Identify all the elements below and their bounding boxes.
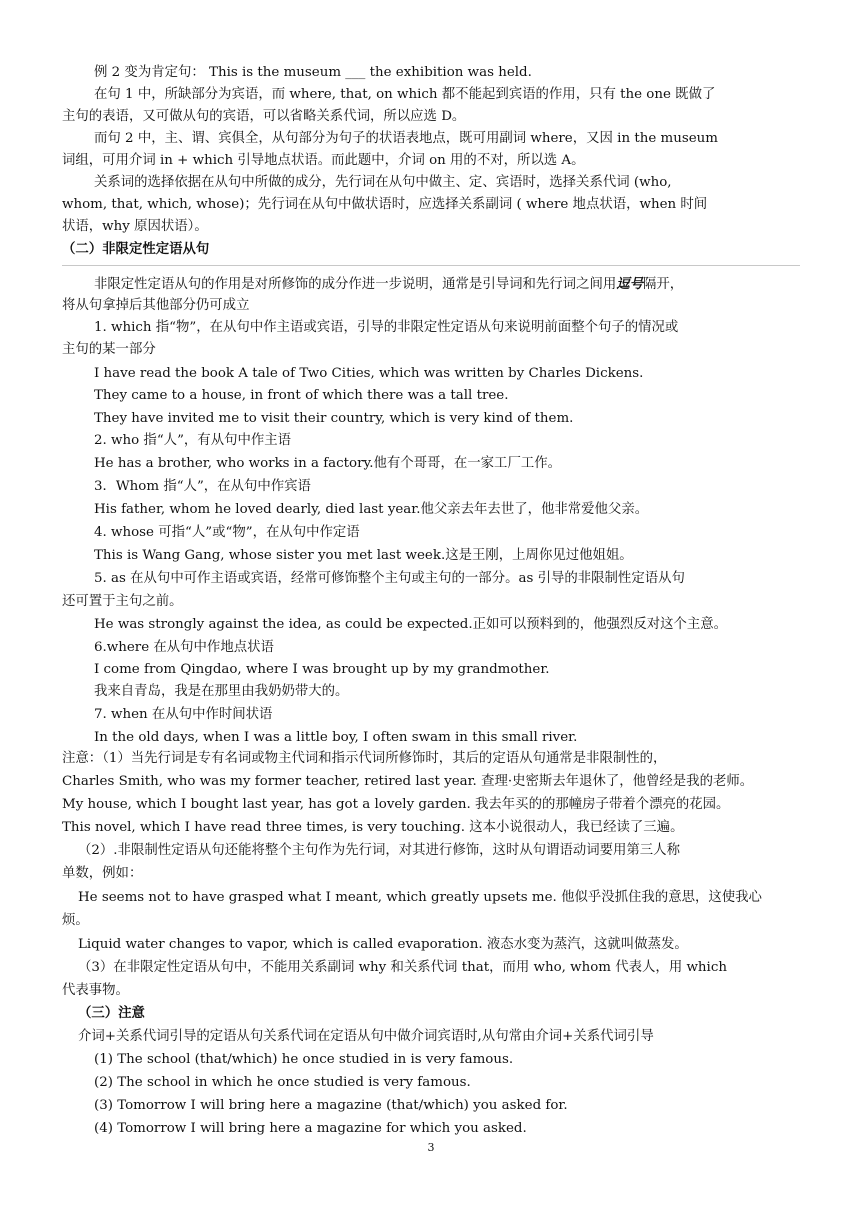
text-line: 状语，why 原因状语）。 [62, 219, 208, 234]
text-line: 在句 1 中，所缺部分为宾语，而 where, that, on which 都不能起到宾语的作用，只有 the one 既做了 [94, 87, 716, 102]
text-line: My house, which I bought last year, has got a lovely garden. 我去年买的的那幢房子带着个漂亮的花园。 [62, 797, 730, 812]
text-line: 而句 2 中，主、谓、宾俱全，从句部分为句子的状语表地点，既可用副词 where，又因 in the museum [94, 131, 718, 146]
text-line: They came to a house, in front of which there was a tall tree. [94, 388, 509, 403]
text-line: 2. who 指“人”，有从句中作主语 [94, 433, 292, 448]
text-line: 3．Whom 指“人”，在从句中作宾语 [94, 479, 311, 494]
text-line: 注意：（1）当先行词是专有名词或物主代词和指示代词所修饰时，其后的定语从句通常是非限制性的， [62, 751, 667, 766]
text-line: 6.where 在从句中作地点状语 [94, 640, 274, 655]
text-line: whom, that, which, whose)；先行词在从句中做状语时，应选择关系副词 ( where 地点状语，when 时间 [62, 197, 708, 212]
text-line: (1) The school (that/which) he once studied in is very famous. [94, 1052, 514, 1067]
text-line: I come from Qingdao, where I was brought up by my grandmother. [94, 662, 550, 677]
text-line: (2) The school in which he once studied is very famous. [94, 1075, 471, 1090]
text-line: 我来自青岛，我是在那里由我奶奶带大的。 [94, 684, 349, 699]
text-line: This is Wang Gang, whose sister you met last week.这是王刚，上周你见过他姐姐。 [94, 548, 633, 563]
text-line: He seems not to have grasped what I meant, which greatly upsets me. 他似乎没抓住我的意思，这使我心 [78, 890, 762, 905]
text-line: He was strongly against the idea, as could be expected.正如可以预料到的，他强烈反对这个主意。 [94, 617, 728, 632]
text-line: 例 2 变为肯定句： This is the museum ___ the exhibition was held. [94, 65, 532, 80]
text-line: They have invited me to visit their country, which is very kind of them. [94, 411, 574, 426]
text-line: 烦。 [62, 913, 89, 928]
text-line: Charles Smith, who was my former teacher, retired last year. 查理·史密斯去年退休了，他曾经是我的老师。 [62, 774, 754, 789]
text-line: He has a brother, who works in a factory.他有个哥哥，在一家工厂工作。 [94, 456, 562, 471]
emphasis-text: 逗号 [616, 276, 644, 292]
text-line: This novel, which I have read three times, is very touching. 这本小说很动人，我已经读了三遍。 [62, 820, 684, 835]
text-line: （2）.非限制性定语从句还能将整个主句作为先行词，对其进行修饰，这时从句谓语动词要用第三人称 [78, 843, 680, 858]
text-line: 介词+关系代词引导的定语从句关系代词在定语从句中做介词宾语时,从句常由介词+关系代词引导 [78, 1029, 654, 1044]
text-line: 单数，例如： [62, 866, 143, 881]
section-heading: （二）非限定性定语从句 [62, 242, 210, 257]
text-line: 4. whose 可指“人”或“物”，在从句中作定语 [94, 525, 360, 540]
text-line: 代表事物。 [62, 983, 129, 998]
text-line: (3) Tomorrow I will bring here a magazine (that/which) you asked for. [94, 1098, 568, 1113]
text-line: 还可置于主句之前。 [62, 594, 183, 609]
text-line: 主句的某一部分 [62, 342, 156, 357]
text-line: 主句的表语，又可做从句的宾语，可以省略关系代词，所以应选 D。 [62, 109, 466, 124]
section-heading: （三）注意 [78, 1006, 145, 1021]
text-line: His father, whom he loved dearly, died last year.他父亲去年去世了，他非常爱他父亲。 [94, 502, 649, 517]
page-number: 3 [427, 1141, 435, 1154]
text-line: 1. which 指“物”，在从句中作主语或宾语，引导的非限定性定语从句来说明前面整个句子的情况或 [94, 320, 679, 335]
text-line: 词组，可用介词 in + which 引导地点状语。而此题中，介词 on 用的不对，所以选 A。 [62, 153, 585, 168]
text-line: （3）在非限定性定语从句中，不能用关系副词 why 和关系代词 that，而用 who, whom 代表人，用 which [78, 960, 727, 975]
text-line: In the old days, when I was a little boy, I often swam in this small river. [94, 730, 578, 745]
text-line: I have read the book A tale of Two Cities, which was written by Charles Dickens. [94, 366, 644, 381]
text-line: Liquid water changes to vapor, which is called evaporation. 液态水变为蒸汽，这就叫做蒸发。 [78, 937, 688, 952]
text-line: (4) Tomorrow I will bring here a magazine for which you asked. [94, 1121, 527, 1136]
text-line: 7. when 在从句中作时间状语 [94, 707, 273, 722]
text-line: 将从句拿掉后其他部分仍可成立 [62, 298, 250, 313]
text-line: 5. as 在从句中可作主语或宾语，经常可修饰整个主句或主句的一部分。as 引导的非限制性定语从句 [94, 571, 685, 586]
section-divider [62, 265, 800, 266]
text-fragment: 隔开， [643, 277, 684, 292]
text-line: 非限定性定语从句的作用是对所修饰的成分作进一步说明，通常是引导词和先行词之间用逗号隔开， [94, 276, 684, 292]
text-line: 关系词的选择依据在从句中所做的成分，先行词在从句中做主、定、宾语时，选择关系代词 (who, [94, 175, 672, 190]
